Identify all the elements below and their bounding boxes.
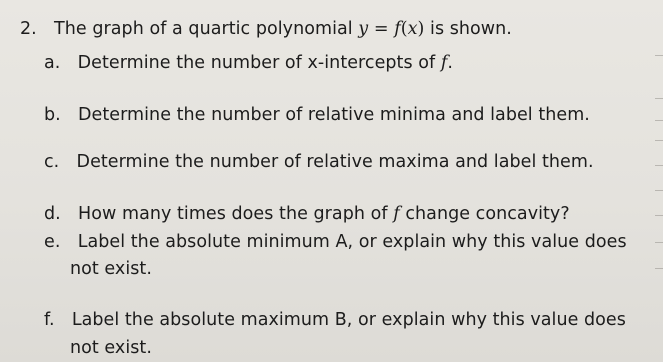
part-e-text-line-2: not exist.	[70, 259, 152, 279]
part-a-label: a.	[44, 53, 61, 73]
margin-tick	[655, 165, 663, 166]
margin-tick	[655, 190, 663, 191]
part-f-text-line-2: not exist.	[70, 338, 152, 358]
part-a	[44, 53, 453, 73]
equation-f: f	[394, 19, 401, 39]
part-e-text-line-1: Label the absolute minimum A, or explain why this value does	[77, 232, 627, 252]
part-f-text-line-1: Label the absolute maximum B, or explain why this value does	[71, 310, 626, 330]
question-stem-text-before: The graph of a quartic polynomial	[54, 19, 353, 39]
equation-open-paren: (	[400, 19, 408, 39]
part-b	[44, 105, 590, 125]
part-d-text-end: change concavity?	[405, 204, 570, 224]
equation-close-paren: )	[417, 19, 425, 39]
part-f	[44, 310, 626, 330]
part-e-label: e.	[44, 232, 61, 252]
part-e	[44, 232, 627, 252]
part-a-period: .	[447, 53, 454, 73]
question-number: 2.	[20, 19, 37, 39]
margin-tick	[655, 268, 663, 269]
part-d	[44, 204, 570, 224]
margin-tick	[655, 140, 663, 141]
equation-equals: =	[368, 19, 395, 39]
part-d-label: d.	[44, 204, 61, 224]
part-a-f: f	[440, 53, 448, 73]
part-d-f: f	[393, 204, 400, 224]
margin-tick	[655, 215, 663, 216]
margin-tick	[655, 120, 663, 121]
part-b-label: b.	[44, 105, 61, 125]
part-e-continuation	[70, 259, 152, 279]
question-stem-text-after: is shown.	[430, 19, 512, 39]
part-c-label: c.	[44, 152, 60, 172]
part-c	[44, 152, 594, 172]
part-f-continuation	[70, 338, 152, 358]
equation-y: y	[358, 19, 369, 39]
part-d-text: How many times does the graph of	[78, 204, 388, 224]
part-c-text: Determine the number of relative maxima and label them.	[76, 152, 594, 172]
margin-tick	[655, 242, 663, 243]
part-b-text: Determine the number of relative minima and label them.	[78, 105, 590, 125]
part-a-text: Determine the number of x-intercepts of	[77, 53, 436, 73]
part-f-label: f.	[44, 310, 55, 330]
equation	[358, 19, 430, 39]
question-stem	[20, 19, 512, 39]
equation-x: x	[407, 19, 418, 39]
margin-tick	[655, 98, 663, 99]
margin-tick	[655, 55, 663, 56]
